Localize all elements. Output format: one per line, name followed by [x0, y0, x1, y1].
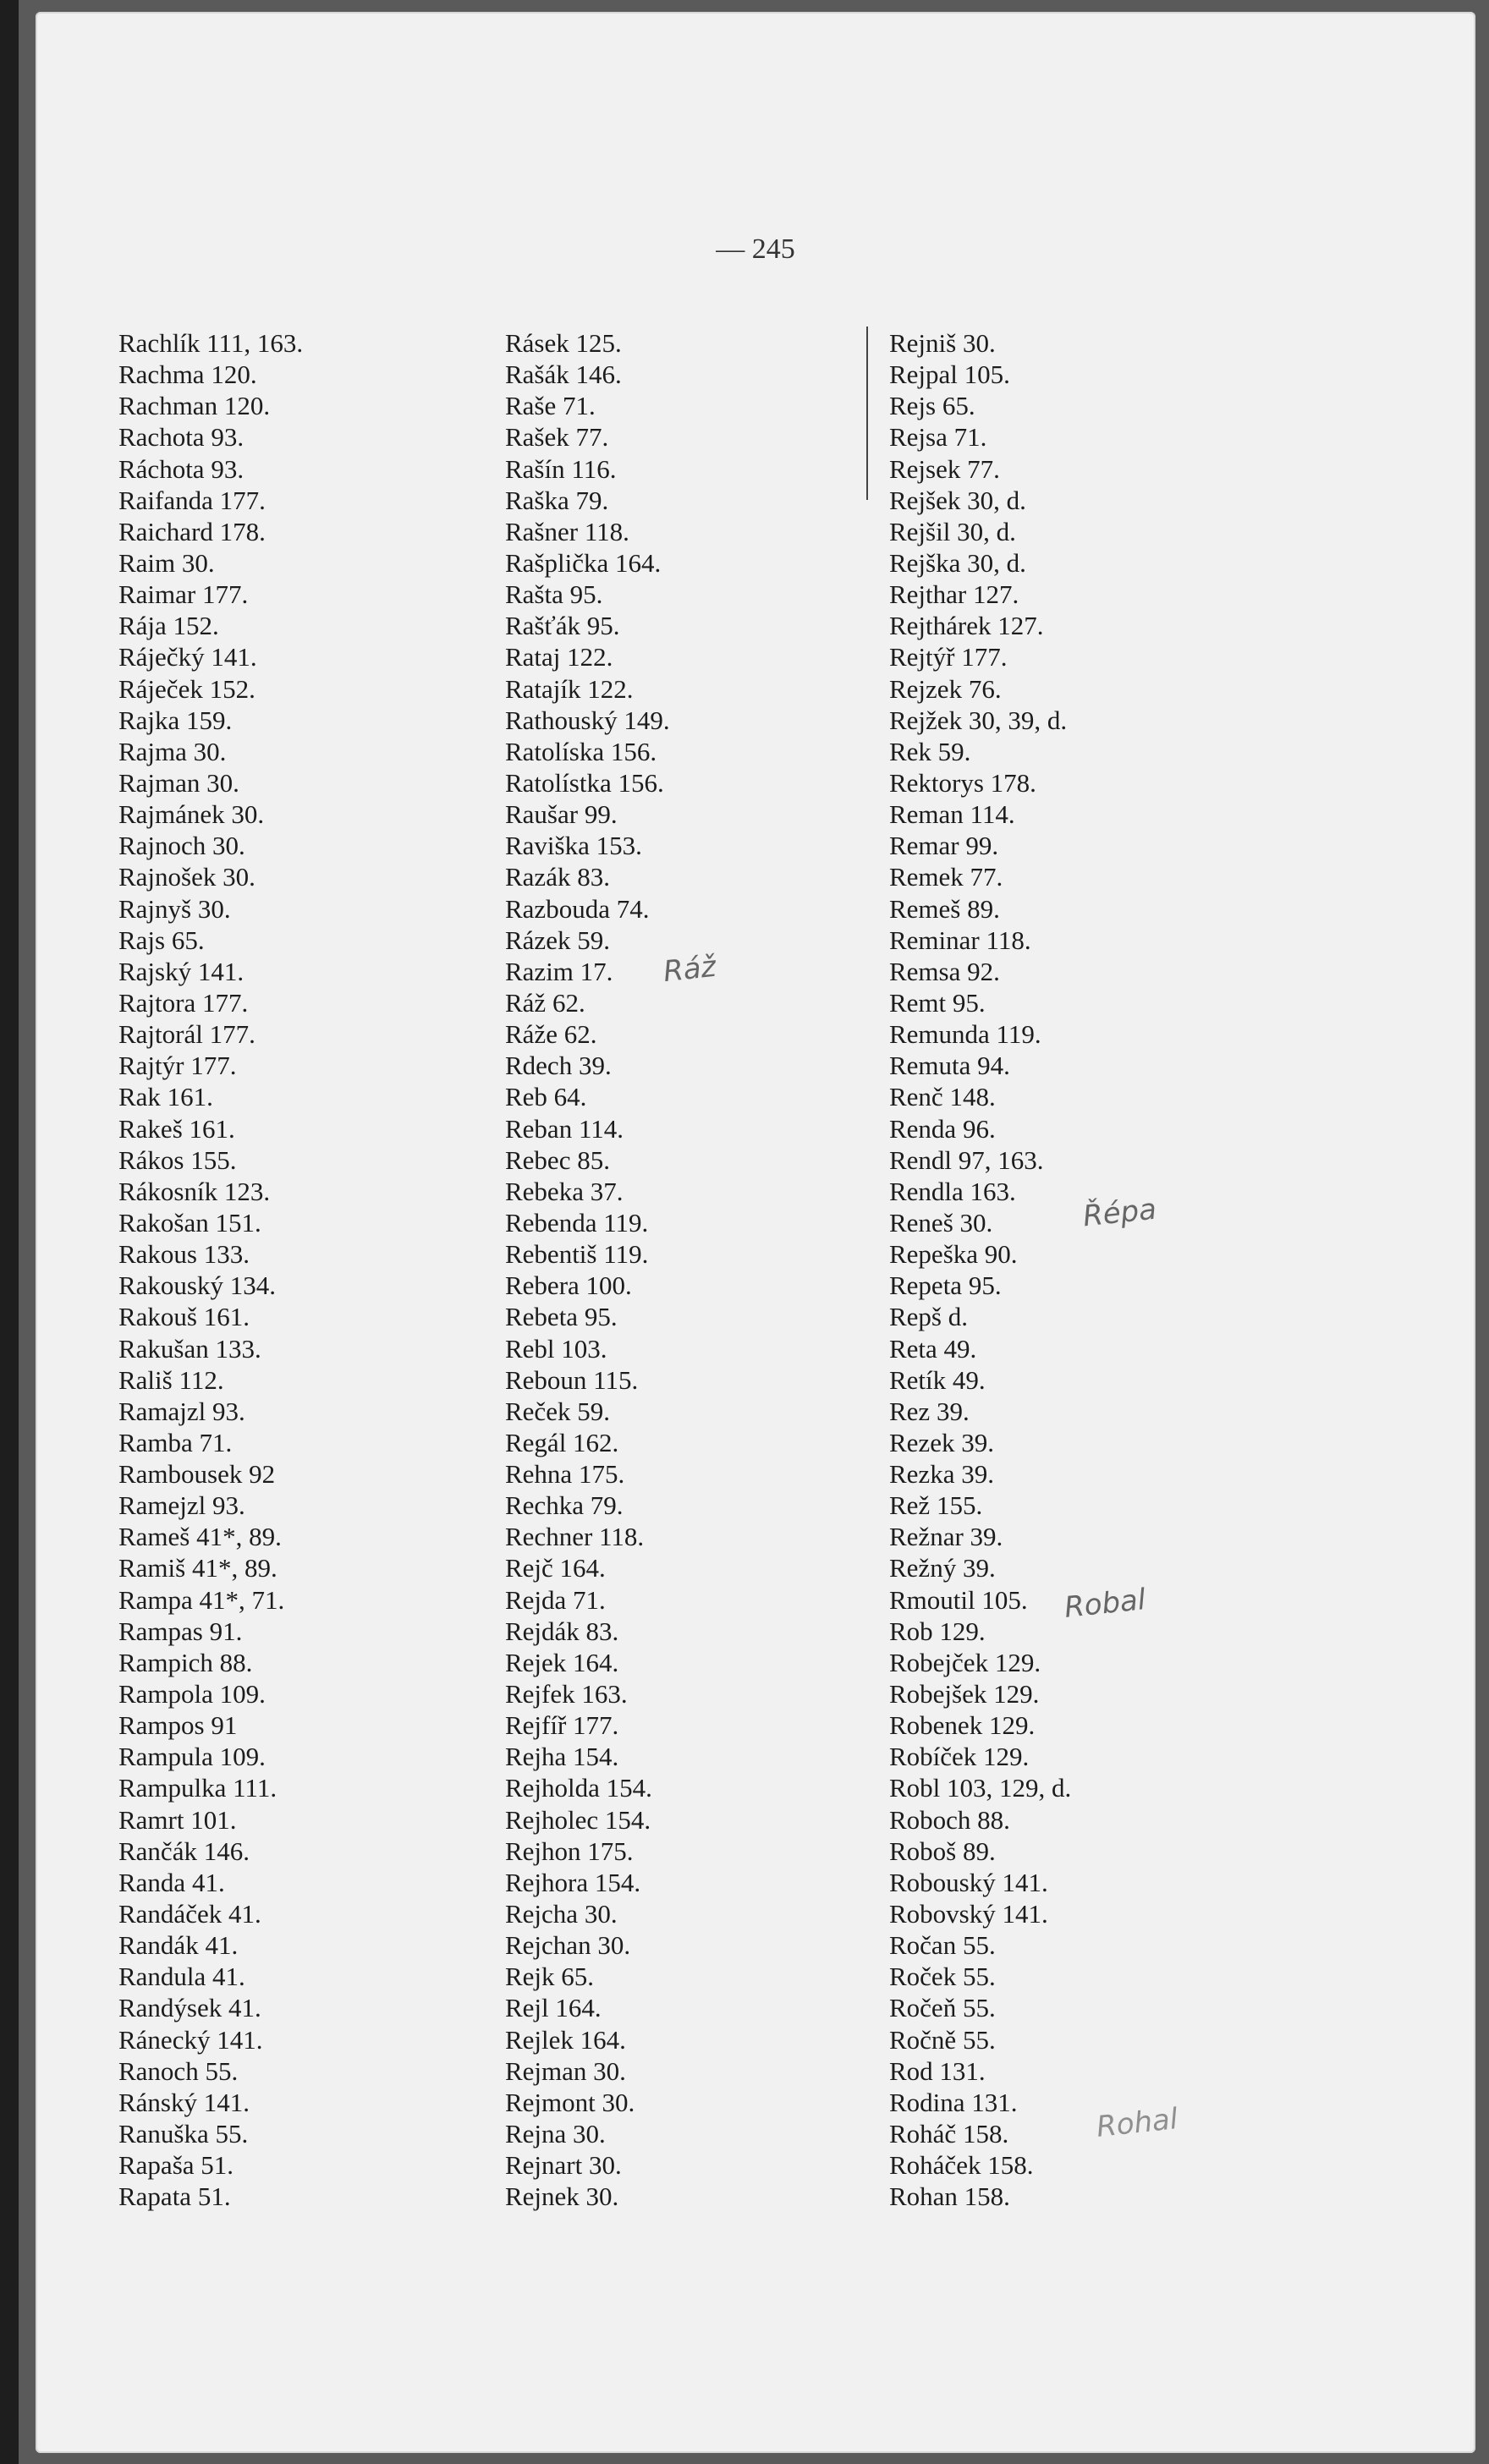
index-entry: Ráječký 141. — [118, 642, 257, 672]
index-entry: Reta 49. — [889, 1333, 977, 1364]
index-entry: Rejč 164. — [505, 1553, 606, 1583]
index-entry: Rašťák 95. — [505, 611, 620, 641]
index-entry: Rakouš 161. — [118, 1302, 250, 1332]
index-entry: Reman 114. — [889, 799, 1015, 830]
index-entry: Ráchota 93. — [118, 453, 245, 484]
index-entry: Rezka 39. — [889, 1459, 994, 1490]
index-entry: Rašner 118. — [505, 516, 629, 546]
index-entry: Rajský 141. — [118, 956, 245, 986]
index-entry: Rachota 93. — [118, 422, 245, 453]
index-entry: Ročeň 55. — [889, 1993, 996, 2023]
index-entry: Roček 55. — [889, 1962, 996, 1992]
index-entry: Rodina 131. — [889, 2087, 1018, 2117]
index-entry: Repeta 95. — [889, 1270, 1002, 1301]
index-entry: Rejlek 164. — [505, 2024, 626, 2055]
index-entry: Remeš 89. — [889, 893, 1000, 924]
index-entry: Robovský 141. — [889, 1899, 1048, 1929]
index-entry: Rejniš 30. — [889, 328, 996, 358]
index-entry: Raušar 99. — [505, 799, 618, 830]
index-entry: Rampich 88. — [118, 1647, 253, 1677]
index-entry: Ratajík 122. — [505, 673, 634, 704]
index-entry: Rampa 41*, 71. — [118, 1584, 285, 1615]
index-entry: Rebeta 95. — [505, 1302, 618, 1332]
index-entry: Razbouda 74. — [505, 893, 650, 924]
index-entry: Rejholec 154. — [505, 1804, 651, 1835]
handwritten-note: Řépa — [1081, 1192, 1158, 1234]
index-entry: Rebera 100. — [505, 1270, 632, 1301]
index-entry: Rejfíř 177. — [505, 1710, 619, 1741]
index-entry: Rampula 109. — [118, 1742, 266, 1772]
index-entry: Rajmánek 30. — [118, 799, 265, 830]
index-entry: Randula 41. — [118, 1962, 245, 1992]
handwritten-note: Robal — [1063, 1583, 1148, 1625]
index-entry: Remunda 119. — [889, 1019, 1041, 1050]
index-entry: Rezek 39. — [889, 1427, 994, 1457]
index-entry: Rajtorál 177. — [118, 1019, 255, 1050]
index-entry: Rejk 65. — [505, 1962, 595, 1992]
index-entry: Roboch 88. — [889, 1804, 1010, 1835]
index-entry: Rajtora 177. — [118, 987, 249, 1018]
index-entry: Randýsek 41. — [118, 1993, 261, 2023]
index-entry: Rajs 65. — [118, 925, 205, 955]
index-entry: Rejholda 154. — [505, 1773, 652, 1803]
index-entry: Ránecký 141. — [118, 2024, 263, 2055]
index-entry: Rakošan 151. — [118, 1207, 261, 1237]
index-entry: Rašák 146. — [505, 359, 622, 390]
index-entry: Rašplička 164. — [505, 547, 662, 578]
index-entry: Rejhon 175. — [505, 1836, 634, 1866]
column-divider — [866, 327, 868, 500]
index-entry: Rejthar 127. — [889, 579, 1019, 610]
index-entry: Roháček 158. — [889, 2150, 1034, 2181]
index-entry: Reb 64. — [505, 1082, 587, 1112]
index-entry: Rákos 155. — [118, 1144, 237, 1175]
index-entry: Rechner 118. — [505, 1522, 645, 1552]
index-entry: Rajnošek 30. — [118, 862, 255, 892]
index-entry: Rob 129. — [889, 1616, 986, 1646]
index-entry: Robouský 141. — [889, 1867, 1048, 1897]
index-entry: Ramejzl 93. — [118, 1490, 245, 1521]
index-entry: Rázek 59. — [505, 925, 610, 955]
index-entry: Regál 162. — [505, 1427, 619, 1457]
index-entry: Rališ 112. — [118, 1364, 224, 1395]
index-entry: Rejhora 154. — [505, 1867, 641, 1897]
index-entry: Rež 155. — [889, 1490, 983, 1521]
index-entry: Ráž 62. — [505, 987, 585, 1018]
index-entry: Rampulka 111. — [118, 1773, 277, 1803]
index-entry: Repš d. — [889, 1302, 968, 1332]
index-entry: Reminar 118. — [889, 925, 1031, 955]
book-page — [36, 12, 1475, 2453]
index-entry: Rajka 159. — [118, 705, 233, 735]
index-entry: Remt 95. — [889, 987, 986, 1018]
index-entry: Rampos 91 — [118, 1710, 238, 1741]
index-entry: Robejšek 129. — [889, 1679, 1040, 1709]
index-entry: Rašín 116. — [505, 453, 617, 484]
index-entry: Ramiš 41*, 89. — [118, 1553, 277, 1583]
index-entry: Rásek 125. — [505, 328, 622, 358]
index-entry: Rašta 95. — [505, 579, 603, 610]
index-entry: Raše 71. — [505, 391, 596, 421]
index-entry: Ročně 55. — [889, 2024, 996, 2055]
index-entry: Robíček 129. — [889, 1742, 1030, 1772]
index-entry: Rampas 91. — [118, 1616, 243, 1646]
index-entry: Ramajzl 93. — [118, 1396, 245, 1426]
index-entry: Rejcha 30. — [505, 1899, 618, 1929]
index-entry: Remek 77. — [889, 862, 1003, 892]
index-entry: Rejšil 30, d. — [889, 516, 1016, 546]
index-entry: Raifanda 177. — [118, 485, 266, 515]
index-entry: Rejžek 30, 39, d. — [889, 705, 1068, 735]
index-entry: Reneš 30. — [889, 1207, 993, 1237]
index-entry: Rebl 103. — [505, 1333, 607, 1364]
index-entry: Razák 83. — [505, 862, 610, 892]
index-entry: Rejs 65. — [889, 391, 975, 421]
index-entry: Rebentiš 119. — [505, 1239, 649, 1270]
index-entry: Remar 99. — [889, 831, 999, 861]
index-entry: Reban 114. — [505, 1113, 624, 1144]
index-entry: Rašek 77. — [505, 422, 609, 453]
handwritten-note: Rohal — [1095, 2102, 1180, 2144]
index-entry: Rebeka 37. — [505, 1176, 624, 1206]
index-entry: Rejda 71. — [505, 1584, 606, 1615]
index-entry: Roháč 158. — [889, 2119, 1009, 2149]
index-entry: Repeška 90. — [889, 1239, 1018, 1270]
index-entry: Randa 41. — [118, 1867, 225, 1897]
index-entry: Rančák 146. — [118, 1836, 250, 1866]
index-entry: Raim 30. — [118, 547, 215, 578]
index-entry: Rejsek 77. — [889, 453, 1000, 484]
index-entry: Rákosník 123. — [118, 1176, 271, 1206]
index-entry: Rdech 39. — [505, 1051, 612, 1081]
index-entry: Reboun 115. — [505, 1364, 639, 1395]
index-entry: Rendla 163. — [889, 1176, 1016, 1206]
index-entry: Rajnyš 30. — [118, 893, 231, 924]
index-entry: Režnar 39. — [889, 1522, 1003, 1552]
index-entry: Režný 39. — [889, 1553, 996, 1583]
index-entry: Robl 103, 129, d. — [889, 1773, 1072, 1803]
index-entry: Rakouský 134. — [118, 1270, 276, 1301]
index-entry: Rajnoch 30. — [118, 831, 245, 861]
index-entry: Rek 59. — [889, 736, 971, 766]
index-entry: Rejl 164. — [505, 1993, 602, 2023]
index-entry: Ramrt 101. — [118, 1804, 237, 1835]
index-entry: Rejpal 105. — [889, 359, 1010, 390]
index-entry: Rejnek 30. — [505, 2181, 619, 2212]
index-entry: Raviška 153. — [505, 831, 642, 861]
index-entry: Rejfek 163. — [505, 1679, 628, 1709]
index-entry: Rejmont 30. — [505, 2087, 635, 2117]
index-entry: Rachma 120. — [118, 359, 257, 390]
index-entry: Robenek 129. — [889, 1710, 1036, 1741]
index-entry: Rachlík 111, 163. — [118, 328, 304, 358]
index-entry: Renč 148. — [889, 1082, 996, 1112]
index-entry: Rampola 109. — [118, 1679, 266, 1709]
index-entry: Remuta 94. — [889, 1051, 1010, 1081]
index-entry: Rajtýr 177. — [118, 1051, 237, 1081]
index-entry: Rmoutil 105. — [889, 1584, 1028, 1615]
index-entry: Rapaša 51. — [118, 2150, 234, 2181]
index-entry: Rajman 30. — [118, 767, 239, 798]
index-entry: Rez 39. — [889, 1396, 970, 1426]
index-entry: Ročan 55. — [889, 1930, 996, 1961]
index-entry: Rak 161. — [118, 1082, 213, 1112]
index-entry: Raichard 178. — [118, 516, 266, 546]
index-entry: Rapata 51. — [118, 2181, 231, 2212]
index-entry: Rechka 79. — [505, 1490, 624, 1521]
index-entry: Rohan 158. — [889, 2181, 1010, 2212]
index-entry: Rajma 30. — [118, 736, 227, 766]
index-entry: Rája 152. — [118, 611, 219, 641]
index-entry: Ranuška 55. — [118, 2119, 249, 2149]
index-entry: Reček 59. — [505, 1396, 610, 1426]
index-entry: Rejška 30, d. — [889, 547, 1026, 578]
index-entry: Ramba 71. — [118, 1427, 233, 1457]
handwritten-note: Ráž — [662, 949, 718, 990]
index-entry: Rakous 133. — [118, 1239, 250, 1270]
index-entry: Rejšek 30, d. — [889, 485, 1026, 515]
index-entry: Rebec 85. — [505, 1144, 610, 1175]
index-entry: Ránský 141. — [118, 2087, 250, 2117]
index-entry: Rod 131. — [889, 2055, 986, 2086]
index-entry: Remsa 92. — [889, 956, 1000, 986]
index-entry: Razim 17. — [505, 956, 613, 986]
page-number: — 245 — [716, 233, 795, 265]
index-entry: Rejman 30. — [505, 2055, 626, 2086]
index-entry: Robejček 129. — [889, 1647, 1041, 1677]
index-entry: Rathouský 149. — [505, 705, 670, 735]
scanner-edge — [0, 0, 19, 2464]
index-entry: Rejha 154. — [505, 1742, 619, 1772]
index-entry: Raška 79. — [505, 485, 609, 515]
index-entry: Rejtýř 177. — [889, 642, 1008, 672]
index-entry: Rameš 41*, 89. — [118, 1522, 282, 1552]
index-entry: Rejna 30. — [505, 2119, 606, 2149]
index-entry: Ratolístka 156. — [505, 767, 664, 798]
index-entry: Raimar 177. — [118, 579, 249, 610]
index-entry: Ratolíska 156. — [505, 736, 657, 766]
index-column-1 — [118, 327, 303, 2212]
index-entry: Rejsa 71. — [889, 422, 987, 453]
index-entry: Rejchan 30. — [505, 1930, 631, 1961]
index-entry: Retík 49. — [889, 1364, 986, 1395]
index-entry: Roboš 89. — [889, 1836, 996, 1866]
index-entry: Rejnart 30. — [505, 2150, 622, 2181]
index-entry: Ráječek 152. — [118, 673, 255, 704]
index-entry: Rakušan 133. — [118, 1333, 261, 1364]
index-entry: Rambousek 92 — [118, 1459, 276, 1490]
index-entry: Rendl 97, 163. — [889, 1144, 1044, 1175]
index-entry: Rejthárek 127. — [889, 611, 1044, 641]
index-entry: Randák 41. — [118, 1930, 239, 1961]
index-entry: Rejdák 83. — [505, 1616, 619, 1646]
index-entry: Rataj 122. — [505, 642, 613, 672]
index-column-3 — [889, 327, 1071, 2212]
index-entry: Rakeš 161. — [118, 1113, 235, 1144]
index-entry: Rachman 120. — [118, 391, 271, 421]
index-entry: Rebenda 119. — [505, 1207, 649, 1237]
index-entry: Renda 96. — [889, 1113, 996, 1144]
index-entry: Ráže 62. — [505, 1019, 597, 1050]
index-entry: Rejzek 76. — [889, 673, 1002, 704]
index-entry: Rehna 175. — [505, 1459, 625, 1490]
index-entry: Rejek 164. — [505, 1647, 619, 1677]
index-column-2 — [505, 327, 670, 2212]
index-entry: Ranoch 55. — [118, 2055, 239, 2086]
index-entry: Randáček 41. — [118, 1899, 261, 1929]
index-entry: Rektorys 178. — [889, 767, 1036, 798]
